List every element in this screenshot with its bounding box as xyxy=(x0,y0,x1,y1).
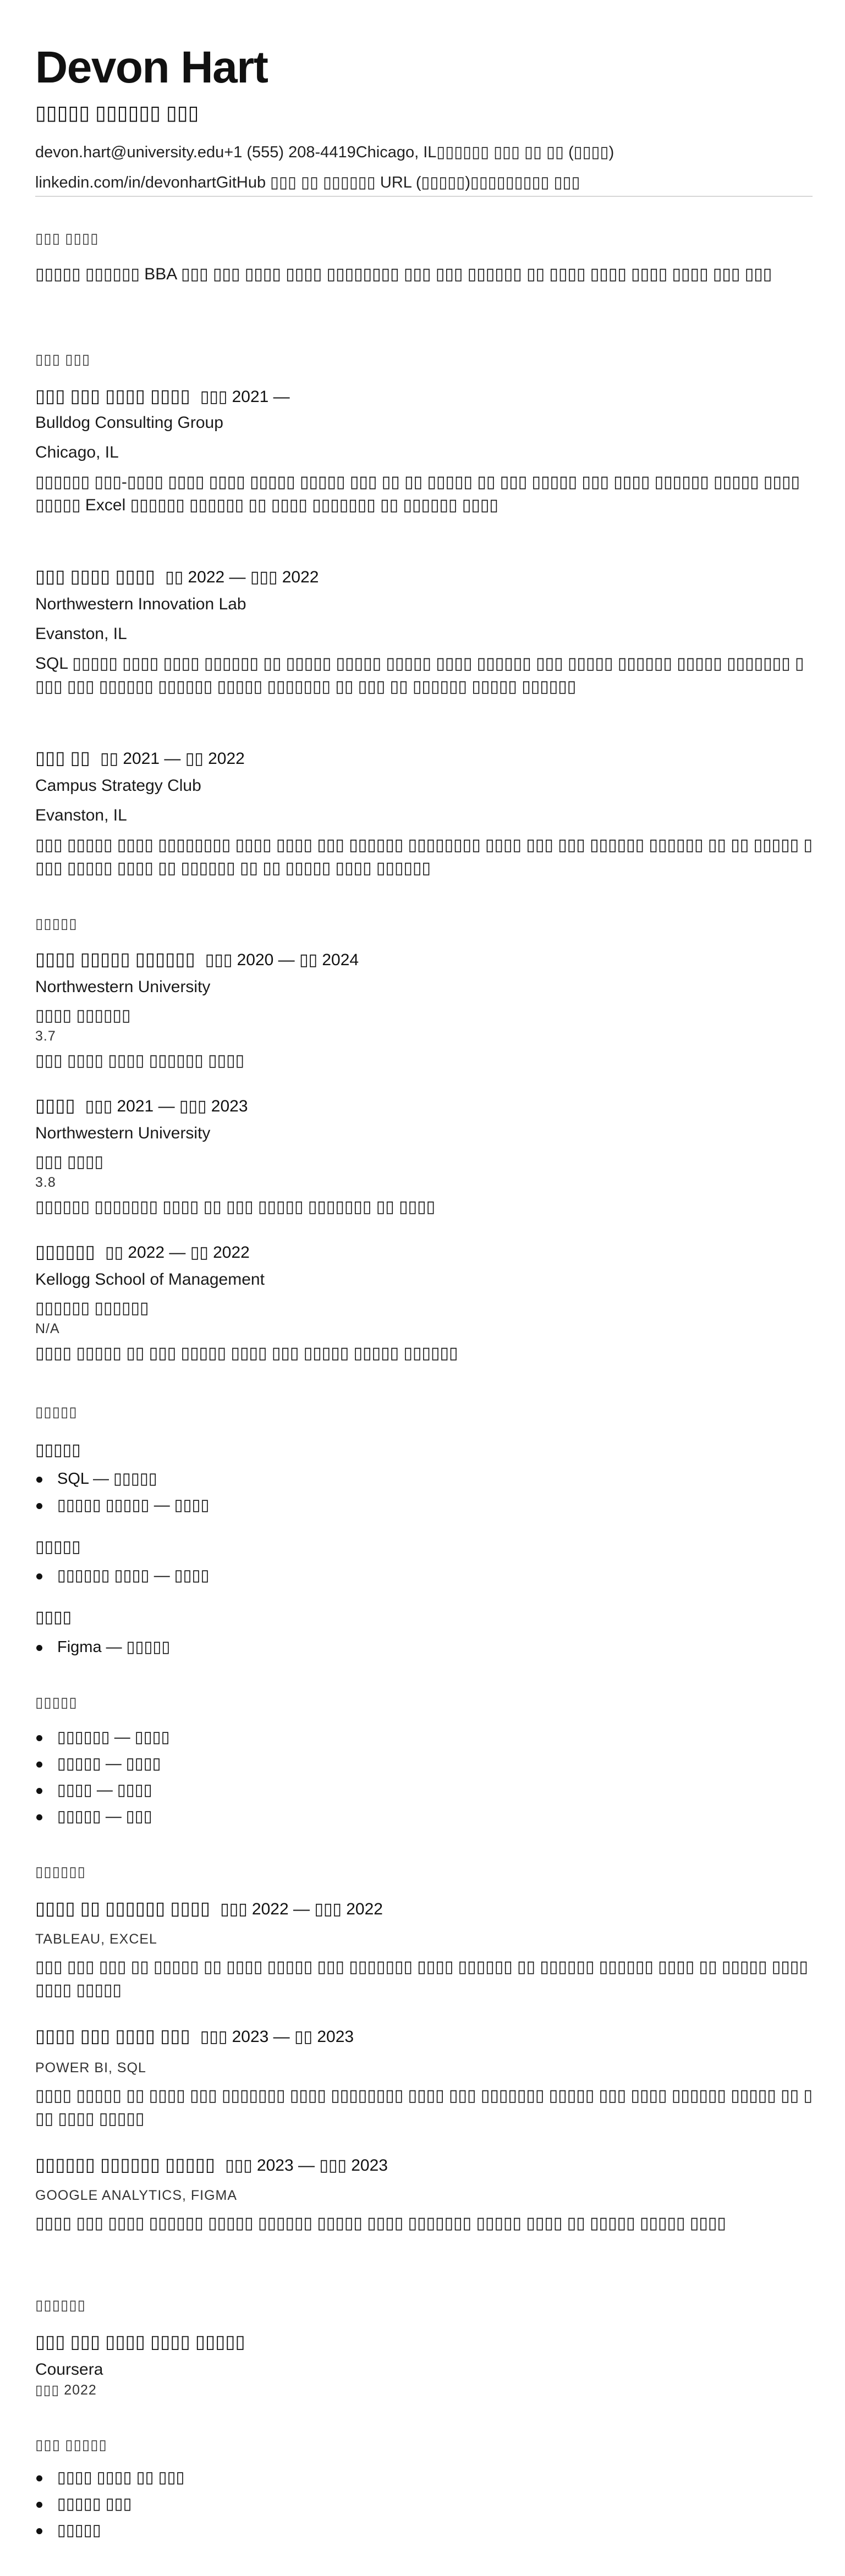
phone-text: +1 (555) 208-4419 xyxy=(224,144,356,161)
job-organization: Bulldog Consulting Group xyxy=(35,414,223,432)
job-description: ▯▯▯▯▯▯ ▯▯▯-▯▯▯▯ ▯▯▯▯ ▯▯▯▯ ▯▯▯▯▯ ▯▯▯▯▯ ▯▯▯ ▯▯ ▯▯ ▯▯▯▯▯ ▯▯ ▯▯▯ ▯▯▯▯▯ ▯▯▯ ▯▯▯▯ ▯▯▯▯▯▯ ▯▯▯▯▯ ▯▯▯▯ ▯▯▯▯▯ Excel ▯▯▯▯▯▯ ▯▯▯▯▯▯ ▯▯ ▯▯▯▯ ▯▯▯▯▯▯▯ ▯▯ ▯▯▯▯▯▯ ▯▯▯▯ xyxy=(35,473,800,514)
skill-group-title: ▯▯▯▯▯ xyxy=(35,1538,81,1556)
language-item: ▯▯▯▯▯ — ▯▯▯▯ xyxy=(57,1755,161,1773)
education-title xyxy=(35,1242,250,1262)
interest-item: ▯▯▯▯ ▯▯▯▯ ▯▯ ▯▯▯ xyxy=(57,2469,185,2486)
job-description: ▯▯▯ ▯▯▯▯▯ ▯▯▯▯ ▯▯▯▯▯▯▯▯ ▯▯▯▯ ▯▯▯▯ ▯▯▯ ▯▯▯▯▯▯ ▯▯▯▯▯▯▯▯ ▯▯▯▯ ▯▯▯ ▯▯▯ ▯▯▯▯▯▯ ▯▯▯▯▯▯ ▯▯ ▯▯ ▯▯▯▯▯ ▯▯▯▯ ▯▯▯▯▯ ▯▯▯▯ ▯▯ ▯▯▯▯▯▯ ▯▯ ▯▯ ▯▯▯▯▯ ▯▯▯▯ ▯▯▯▯▯▯ xyxy=(35,836,813,877)
header-divider xyxy=(35,196,813,197)
job-location: Evanston, IL xyxy=(35,806,127,824)
skill-item: ▯▯▯▯▯▯ ▯▯▯▯ — ▯▯▯▯ xyxy=(57,1567,210,1584)
school-name: Northwestern University xyxy=(35,1124,211,1142)
experience-title xyxy=(35,386,290,406)
project-title: ▯▯▯▯ ▯▯ ▯▯▯▯▯▯ ▯▯▯▯ xyxy=(35,1898,211,1918)
linkedin-link[interactable]: linkedin.com/in/devonhart xyxy=(35,174,216,191)
job-location: Chicago, IL xyxy=(35,443,119,461)
experience-title xyxy=(35,566,319,586)
school-name: Kellogg School of Management xyxy=(35,1270,265,1289)
languages-heading: ▯▯▯▯▯ xyxy=(35,1694,78,1710)
github-link[interactable]: GitHub xyxy=(216,174,266,191)
education-title xyxy=(35,1096,248,1115)
skill-group-title: ▯▯▯▯ xyxy=(35,1608,72,1626)
job-description: SQL ▯▯▯▯▯ ▯▯▯▯ ▯▯▯▯ ▯▯▯▯▯▯ ▯▯ ▯▯▯▯▯ ▯▯▯▯▯ ▯▯▯▯▯ ▯▯▯▯ ▯▯▯▯▯▯ ▯▯▯ ▯▯▯▯▯ ▯▯▯▯▯▯ ▯▯▯▯▯ ▯▯▯▯▯▯▯ ▯▯▯▯ ▯▯▯ ▯▯▯▯▯▯ ▯▯▯▯▯▯ ▯▯▯▯▯ ▯▯▯▯▯▯▯ ▯▯ ▯▯▯ ▯▯ ▯▯▯▯▯▯ ▯▯▯▯▯ ▯▯▯▯▯▯ xyxy=(35,654,804,696)
candidate-headline: ▯▯▯▯▯ ▯▯▯▯▯▯ ▯▯▯ xyxy=(35,101,199,124)
education-dates: ▯▯▯ 2021 — ▯▯▯ 2023 xyxy=(85,1097,248,1115)
project-dates: ▯▯▯ 2023 — ▯▯ 2023 xyxy=(200,2028,354,2046)
certification-issuer: Coursera xyxy=(35,2360,103,2379)
language-item: ▯▯▯▯ — ▯▯▯▯ xyxy=(57,1781,152,1799)
project-tech: TABLEAU, EXCEL xyxy=(35,1931,157,1947)
field-of-study: ▯▯▯ ▯▯▯▯ xyxy=(35,1153,103,1171)
field-of-study: ▯▯▯▯ ▯▯▯▯▯▯ xyxy=(35,1006,131,1025)
education-note: ▯▯▯ ▯▯▯▯ ▯▯▯▯ ▯▯▯▯▯▯ ▯▯▯▯ xyxy=(35,1052,245,1070)
education-heading: ▯▯▯▯▯ xyxy=(35,915,78,932)
education-note: ▯▯▯▯ ▯▯▯▯▯ ▯▯ ▯▯▯ ▯▯▯▯▯ ▯▯▯▯ ▯▯▯ ▯▯▯▯▯ ▯▯▯▯▯ ▯▯▯▯▯▯ xyxy=(35,1344,458,1362)
summary-heading: ▯▯▯ ▯▯▯▯ xyxy=(35,230,99,246)
project-description: ▯▯▯ ▯▯▯ ▯▯▯ ▯▯ ▯▯▯▯▯ ▯▯ ▯▯▯▯ ▯▯▯▯▯ ▯▯▯ ▯▯▯▯▯▯▯ ▯▯▯▯ ▯▯▯▯▯▯ ▯▯ ▯▯▯▯▯▯ ▯▯▯▯▯▯ ▯▯▯▯ ▯▯ ▯▯▯▯▯ ▯▯▯▯ ▯▯▯▯ ▯▯▯▯▯ xyxy=(35,1958,808,1999)
degree-title: ▯▯▯▯ ▯▯▯▯▯ ▯▯▯▯▯▯ xyxy=(35,949,195,969)
project-tech: GOOGLE ANALYTICS, FIGMA xyxy=(35,2188,238,2203)
degree-title: ▯▯▯▯ xyxy=(35,1095,75,1115)
field-of-study: ▯▯▯▯▯▯ ▯▯▯▯▯▯ xyxy=(35,1299,149,1317)
education-note: ▯▯▯▯▯▯ ▯▯▯▯▯▯▯ ▯▯▯▯ ▯▯ ▯▯▯ ▯▯▯▯▯ ▯▯▯▯▯▯▯ ▯▯ ▯▯▯▯ xyxy=(35,1198,436,1216)
education-dates: ▯▯▯ 2020 — ▯▯ 2024 xyxy=(205,951,359,969)
projects-heading: ▯▯▯▯▯▯ xyxy=(35,1863,86,1880)
skill-item: ▯▯▯▯▯ ▯▯▯▯▯ — ▯▯▯▯ xyxy=(57,1496,210,1514)
gpa-value: 3.8 xyxy=(35,1175,56,1190)
job-dates: ▯▯ 2022 — ▯▯▯ 2022 xyxy=(165,568,319,586)
project-title-row xyxy=(35,2155,388,2175)
project-description: ▯▯▯▯ ▯▯▯▯▯ ▯▯ ▯▯▯▯ ▯▯▯ ▯▯▯▯▯▯▯ ▯▯▯▯ ▯▯▯▯▯▯▯▯ ▯▯▯▯ ▯▯▯ ▯▯▯▯▯▯▯ ▯▯▯▯▯ ▯▯▯ ▯▯▯▯ ▯▯▯▯▯▯ ▯▯▯▯▯ ▯▯ ▯▯▯ ▯▯▯▯ ▯▯▯▯▯ xyxy=(35,2087,813,2128)
language-item: ▯▯▯▯▯ — ▯▯▯ xyxy=(57,1808,152,1825)
job-title: ▯▯▯ ▯▯▯▯ ▯▯▯▯ xyxy=(35,566,156,586)
job-location: Evanston, IL xyxy=(35,625,127,643)
interest-item: ▯▯▯▯▯ xyxy=(57,2522,101,2539)
job-title: ▯▯▯ ▯▯ xyxy=(35,747,90,768)
project-title: ▯▯▯▯ ▯▯▯ ▯▯▯▯ ▯▯▯ xyxy=(35,2025,190,2046)
contact-note: ▯▯▯▯▯▯ ▯▯▯ ▯▯ ▯▯ (▯▯▯▯) xyxy=(436,144,614,161)
degree-title: ▯▯▯▯▯▯ xyxy=(35,1241,95,1262)
skill-item: SQL — ▯▯▯▯▯ xyxy=(57,1470,157,1488)
skill-item: Figma — ▯▯▯▯▯ xyxy=(57,1638,171,1656)
education-title xyxy=(35,949,359,969)
location-text: Chicago, IL xyxy=(355,144,437,161)
job-dates: ▯▯▯ 2021 — xyxy=(200,388,290,406)
links-note: ▯▯▯ ▯▯ ▯▯▯▯▯▯ URL (▯▯▯▯▯)▯▯▯▯▯▯▯▯▯ ▯▯▯ xyxy=(266,174,580,191)
interest-item: ▯▯▯▯▯ ▯▯▯ xyxy=(57,2495,132,2513)
summary-text: ▯▯▯▯▯ ▯▯▯▯▯▯ BBA ▯▯▯ ▯▯▯ ▯▯▯▯ ▯▯▯▯ ▯▯▯▯▯▯▯▯ ▯▯▯ ▯▯▯ ▯▯▯▯▯▯ ▯▯ ▯▯▯▯ ▯▯▯▯ ▯▯▯▯ ▯▯▯▯ ▯▯▯ ▯▯▯ xyxy=(35,265,772,283)
certification-title: ▯▯▯ ▯▯▯ ▯▯▯▯ ▯▯▯▯ ▯▯▯▯▯ xyxy=(35,2331,245,2352)
certifications-heading: ▯▯▯▯▯▯ xyxy=(35,2297,86,2313)
project-tech: POWER BI, SQL xyxy=(35,2060,146,2076)
project-title-row xyxy=(35,1898,383,1918)
job-organization: Campus Strategy Club xyxy=(35,777,201,795)
project-description: ▯▯▯▯ ▯▯▯ ▯▯▯▯ ▯▯▯▯▯▯ ▯▯▯▯▯ ▯▯▯▯▯▯ ▯▯▯▯▯ ▯▯▯▯ ▯▯▯▯▯▯▯ ▯▯▯▯▯ ▯▯▯▯ ▯▯ ▯▯▯▯▯ ▯▯▯▯▯ ▯▯▯▯ xyxy=(35,2214,726,2232)
links-line xyxy=(35,174,580,192)
skill-group-title: ▯▯▯▯▯ xyxy=(35,1441,81,1459)
interests-heading: ▯▯▯ ▯▯▯▯▯ xyxy=(35,2436,107,2453)
candidate-name: Devon Hart xyxy=(35,42,268,92)
experience-heading: ▯▯▯ ▯▯▯ xyxy=(35,351,91,367)
email-link[interactable]: devon.hart@university.edu xyxy=(35,144,224,161)
school-name: Northwestern University xyxy=(35,978,211,996)
certification-date: ▯▯▯ 2022 xyxy=(35,2382,97,2398)
project-dates: ▯▯▯ 2022 — ▯▯▯ 2022 xyxy=(220,1900,383,1918)
project-title: ▯▯▯▯▯▯ ▯▯▯▯▯▯ ▯▯▯▯▯ xyxy=(35,2154,216,2175)
gpa-value: 3.7 xyxy=(35,1028,56,1044)
experience-title xyxy=(35,748,245,768)
skills-heading: ▯▯▯▯▯ xyxy=(35,1403,78,1420)
project-title-row xyxy=(35,2026,354,2046)
language-item: ▯▯▯▯▯▯ — ▯▯▯▯ xyxy=(57,1729,170,1746)
gpa-value: N/A xyxy=(35,1321,60,1336)
job-title: ▯▯▯ ▯▯▯ ▯▯▯▯ ▯▯▯▯ xyxy=(35,386,190,406)
project-dates: ▯▯▯ 2023 — ▯▯▯ 2023 xyxy=(225,2156,388,2175)
education-dates: ▯▯ 2022 — ▯▯ 2022 xyxy=(105,1243,250,1262)
job-organization: Northwestern Innovation Lab xyxy=(35,595,246,613)
contact-line xyxy=(35,144,614,162)
job-dates: ▯▯ 2021 — ▯▯ 2022 xyxy=(100,750,245,768)
